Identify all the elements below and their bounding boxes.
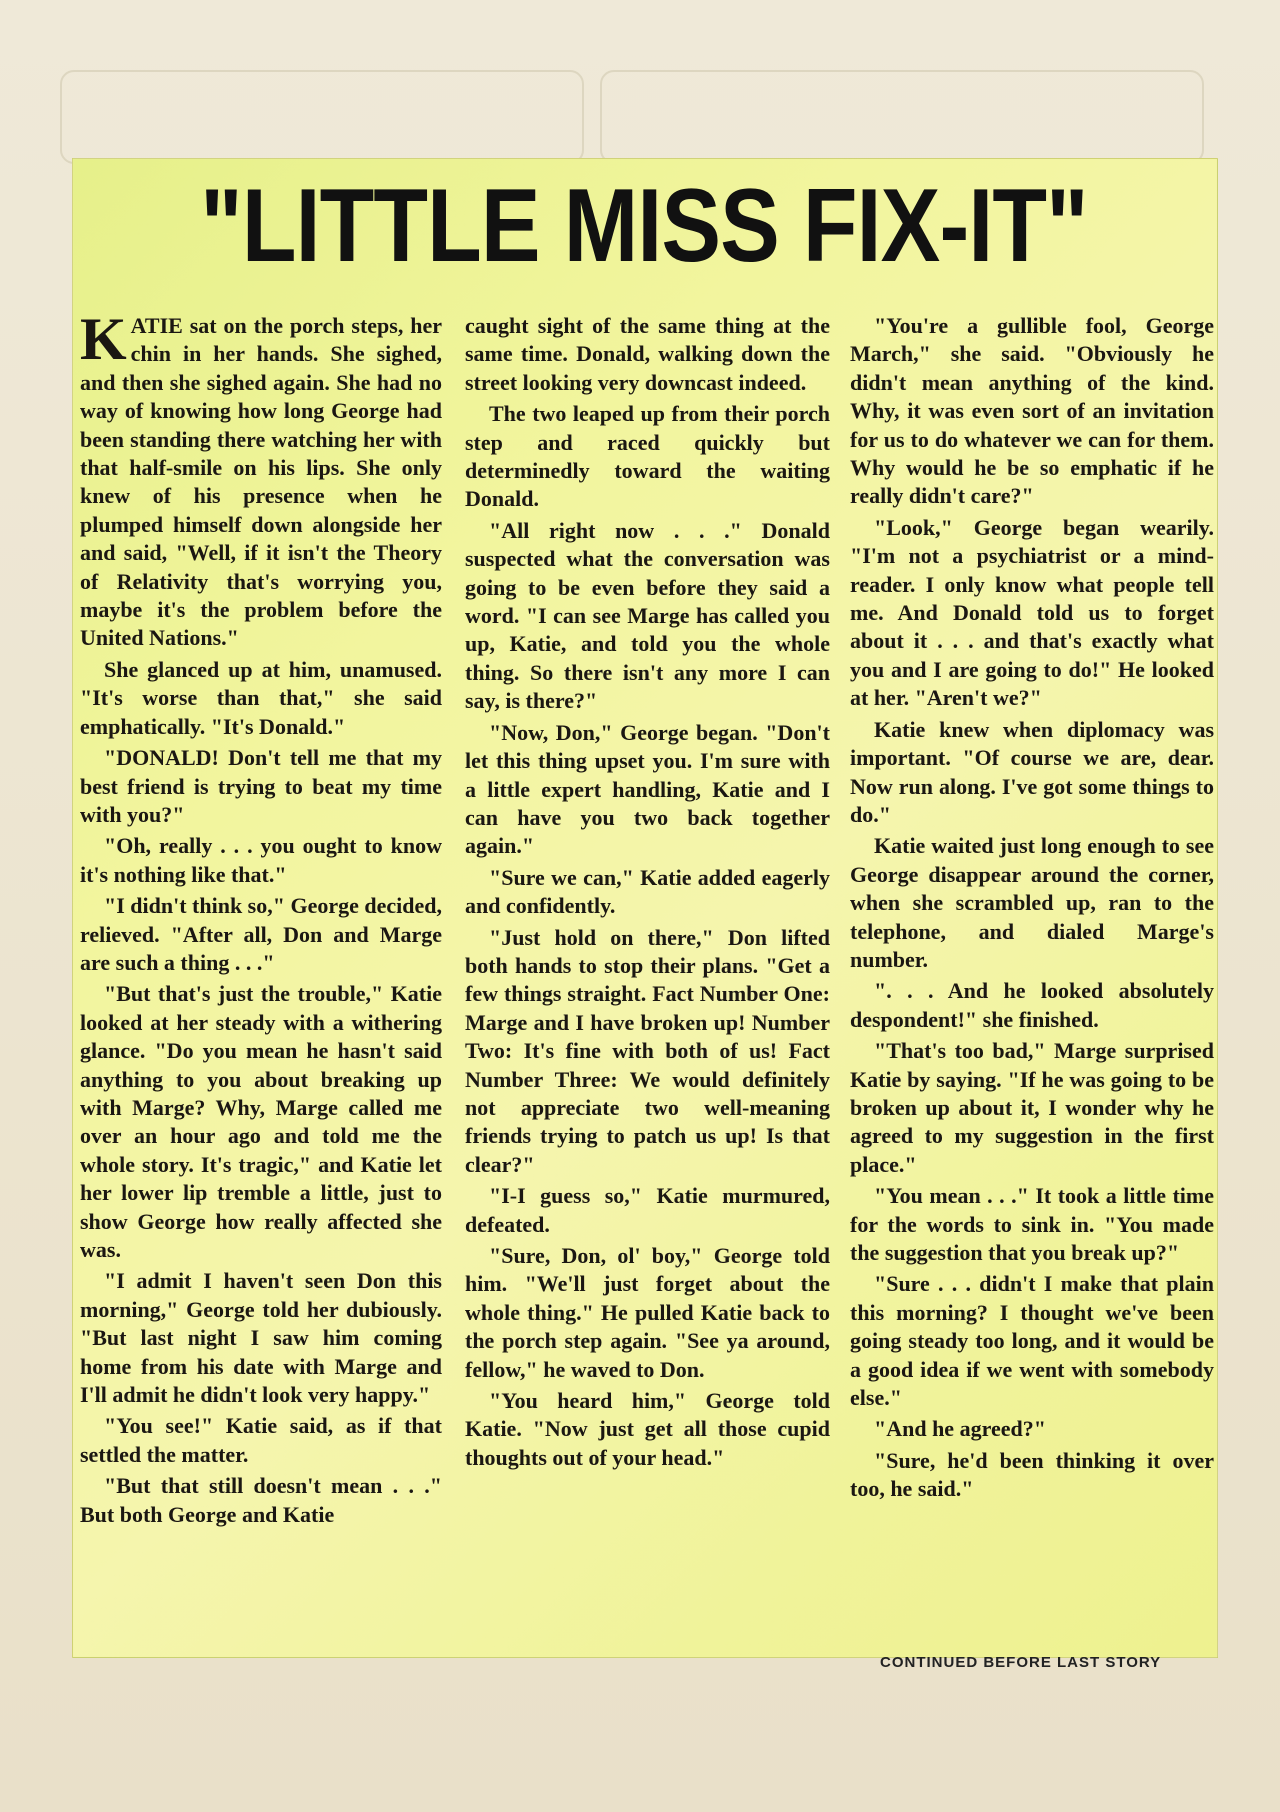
paragraph: "All right now . . ." Donald suspected what the conversation was going to be even before they said a word. "I can see Marge has called you up, Katie, and told you the whole thing. So there isn't any more I can say, is there?" xyxy=(465,517,830,714)
continued-note: CONTINUED BEFORE LAST STORY xyxy=(880,1654,1162,1671)
paragraph: ". . . And he looked absolutely despondent!" she finished. xyxy=(850,978,1214,1032)
paragraph: "Oh, really . . . you ought to know it's nothing like that." xyxy=(80,833,442,887)
paragraph: "Look," George began wearily. "I'm not a psychiatrist or a mind-reader. I only know what people tell me. And Donald told us to forget about it . . . and that's exactly what you and I are going to do!" He looked at her. "Aren't we?" xyxy=(850,514,1214,711)
story-column-1 xyxy=(80,306,442,1532)
paragraph: "Sure, Don, ol' boy," George told him. "We'll just forget about the whole thing." He pulled Katie back to the porch step again. "See ya around, fellow," he waved to Don. xyxy=(465,1243,830,1382)
paragraph: caught sight of the same thing at the same time. Donald, walking down the street looking very downcast indeed. xyxy=(465,313,830,395)
story-title: "LITTLE MISS FIX-IT" xyxy=(200,168,1088,284)
paragraph: Katie waited just long enough to see George disappear around the corner, when she scrambled up, ran to the telephone, and dialed Marge's number. xyxy=(850,833,1214,972)
paragraph: "You see!" Katie said, as if that settled the matter. xyxy=(80,1413,442,1467)
paragraph: Katie knew when diplomacy was important. "Of course we are, dear. Now run along. I've got some things to do." xyxy=(850,716,1214,827)
paragraph: "I didn't think so," George decided, relieved. "After all, Don and Marge are such a thing . . ." xyxy=(80,893,442,975)
paragraph: "I-I guess so," Katie murmured, defeated. xyxy=(465,1183,830,1237)
paragraph: "I admit I haven't seen Don this morning," George told her dubiously. "But last night I saw him coming home from his date with Marge and I'll admit he didn't look very happy." xyxy=(80,1268,442,1408)
paragraph: "That's too bad," Marge surprised Katie by saying. "If he was going to be broken up about it, I wonder why he agreed to my suggestion in the first place." xyxy=(850,1038,1214,1177)
paragraph: "Now, Don," George began. "Don't let this thing upset you. I'm sure with a little expert handling, Katie and I can have you two back together again." xyxy=(465,719,830,859)
paragraph: KATIE sat on the porch steps, her chin in her hands. She sighed, and then she sighed again. She had no way of knowing how long George had been standing there watching her with that half-smile on his lips. She only knew of his presence when he plumped himself down alongside her and said, "Well, if it isn't the Theory of Relativity that's worrying you, maybe it's the problem before the United Nations." xyxy=(80,306,442,651)
paragraph: "And he agreed?" xyxy=(874,1416,1046,1442)
story-column-2 xyxy=(465,312,830,1475)
faded-panel-left xyxy=(60,70,584,164)
story-column-3 xyxy=(850,312,1214,1507)
paragraph: "But that still doesn't mean . . ." But both George and Katie xyxy=(80,1473,442,1527)
paragraph: "But that's just the trouble," Katie looked at her steady with a withering glance. "Do you mean he hasn't said anything to you about breaking up with Marge? Why, Marge called me over an hour ago and told me the whole story. It's tragic," and Katie let her lower lip tremble a little, just to show George how really affected she was. xyxy=(80,981,442,1262)
paragraph: "Sure we can," Katie added eagerly and confidently. xyxy=(465,864,830,919)
paragraph: "You heard him," George told Katie. "Now just get all those cupid thoughts out of your head." xyxy=(465,1388,830,1470)
paragraph: "Sure . . . didn't I make that plain this morning? I thought we've been going steady too long, and it would be a good idea if we went with somebody else." xyxy=(850,1271,1214,1411)
paragraph: She glanced up at him, unamused. "It's worse than that," she said emphatically. "It's Donald." xyxy=(80,656,442,739)
paragraph: "You're a gullible fool, George March," she said. "Obviously he didn't mean anything of the kind. Why, it was even sort of an invitation for us to do whatever we can for them. Why would he be so emphatic if he really didn't care?" xyxy=(850,313,1214,509)
faded-panel-right xyxy=(600,70,1204,164)
paragraph: "DONALD! Don't tell me that my best friend is trying to beat my time with you?" xyxy=(80,745,442,827)
paragraph: "Sure, he'd been thinking it over too, he said." xyxy=(850,1447,1214,1502)
paragraph: "Just hold on there," Don lifted both hands to stop their plans. "Get a few things straight. Fact Number One: Marge and I have broken up! Number Two: It's fine with both of us! Fact Number Three: We would definitely not appreciate two well-meaning friends trying to patch us up! Is that clear?" xyxy=(465,924,830,1177)
paragraph: "You mean . . ." It took a little time for the words to sink in. "You made the suggestion that you break up?" xyxy=(850,1183,1214,1265)
paragraph: The two leaped up from their porch step and raced quickly but determinedly toward the waiting Donald. xyxy=(465,401,830,512)
drop-cap: K xyxy=(80,306,127,372)
